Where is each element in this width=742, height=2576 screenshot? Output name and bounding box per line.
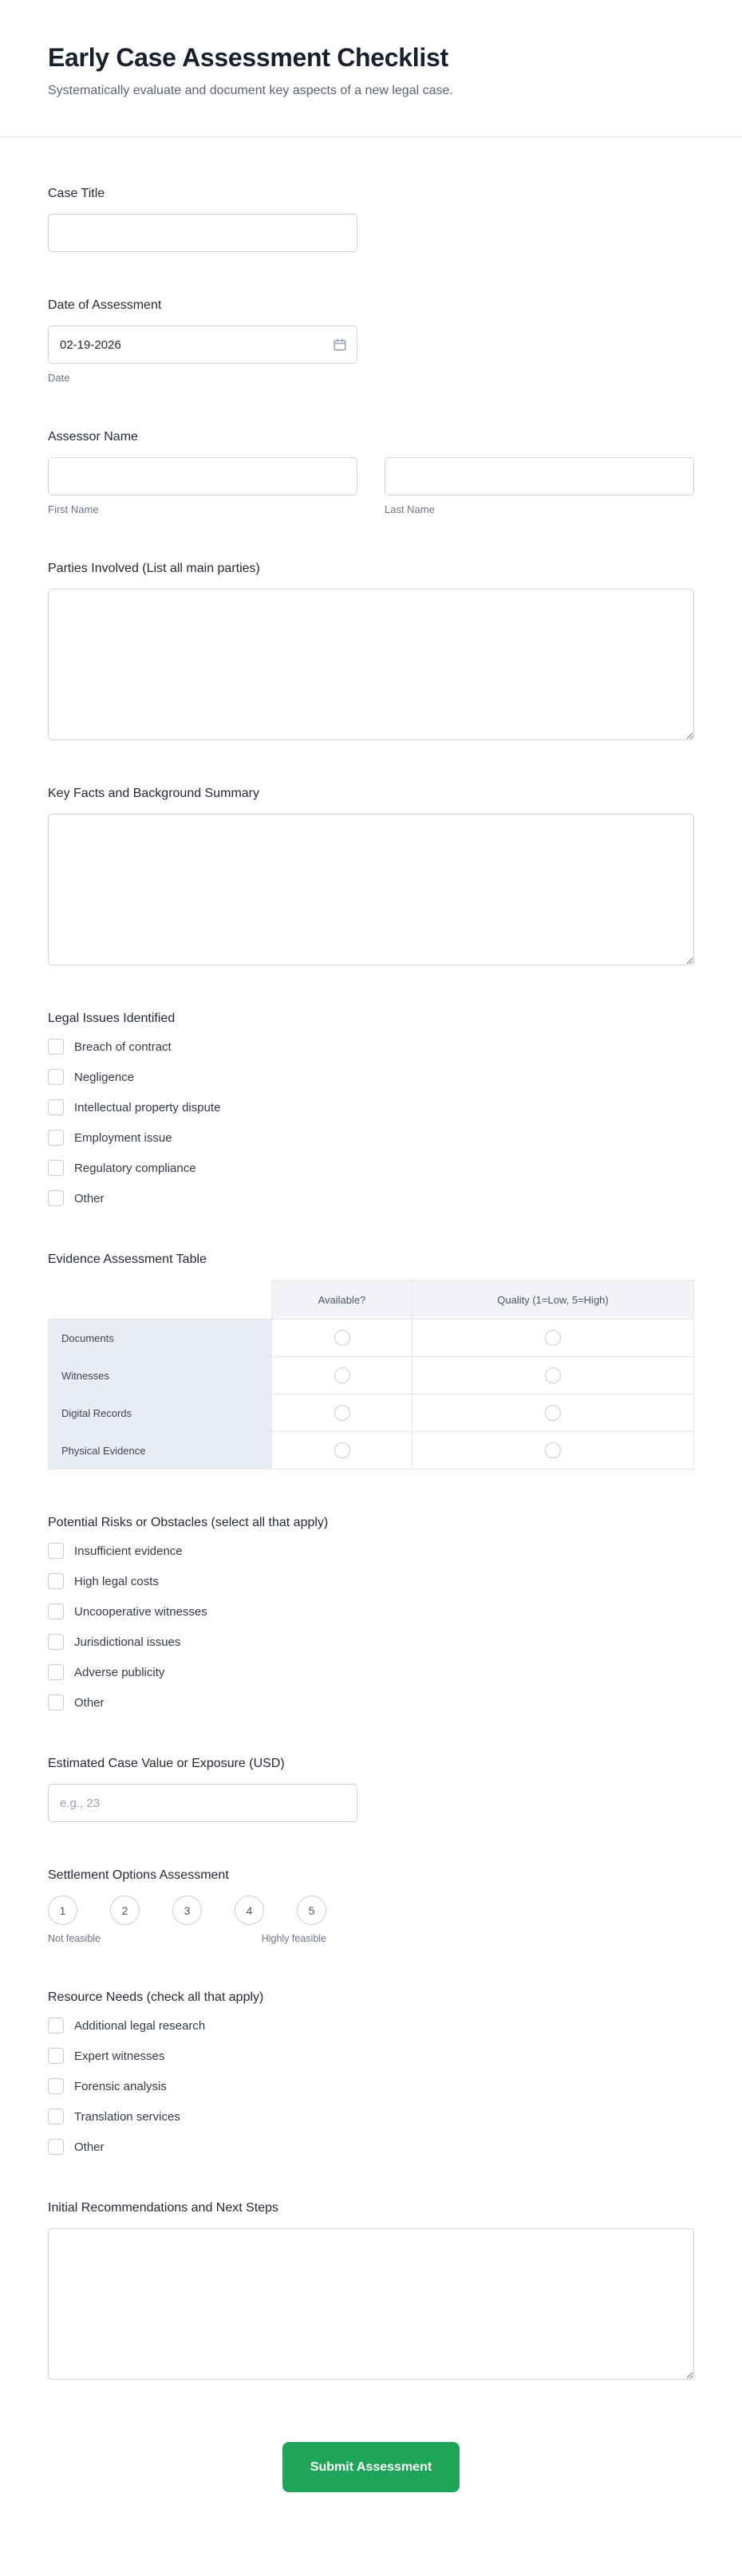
table-column-quality: Quality (1=Low, 5=High) <box>412 1280 694 1320</box>
checkbox-label: Other <box>74 1191 105 1205</box>
table-row <box>49 1432 694 1469</box>
legal-issues-label: Legal Issues Identified <box>48 1012 176 1025</box>
checkbox-option-row[interactable] <box>48 2139 694 2155</box>
recommendations-label: Initial Recommendations and Next Steps <box>48 2201 279 2215</box>
checkbox[interactable] <box>48 1130 64 1146</box>
last-name-input[interactable] <box>385 457 694 495</box>
checkbox-label: Breach of contract <box>74 1039 172 1054</box>
available-radio[interactable] <box>334 1330 350 1346</box>
resource-needs-options <box>48 2018 694 2155</box>
risks-options <box>48 1543 694 1710</box>
checkbox-label: Adverse publicity <box>74 1665 165 1679</box>
checkbox-option-row[interactable] <box>48 1543 694 1559</box>
key-facts-label: Key Facts and Background Summary <box>48 787 260 800</box>
case-title-input[interactable] <box>48 214 357 252</box>
quality-radio[interactable] <box>545 1405 561 1421</box>
date-label: Date of Assessment <box>48 298 162 312</box>
field-date-of-assessment <box>48 298 694 384</box>
scale-option[interactable]: 1 <box>48 1896 77 1925</box>
field-settlement <box>48 1868 694 1944</box>
form-header <box>48 0 694 98</box>
checkbox-label: High legal costs <box>74 1574 159 1588</box>
checkbox-label: Regulatory compliance <box>74 1161 196 1175</box>
table-row-label: Witnesses <box>49 1357 272 1395</box>
available-radio[interactable] <box>334 1367 350 1383</box>
calendar-icon[interactable] <box>333 337 347 352</box>
case-title-label: Case Title <box>48 187 105 200</box>
checkbox[interactable] <box>48 1694 64 1710</box>
date-sublabel: Date <box>48 372 70 384</box>
field-case-title <box>48 187 694 252</box>
scale-min-label: Not feasible <box>48 1933 101 1944</box>
checkbox[interactable] <box>48 1634 64 1650</box>
checkbox-label: Forensic analysis <box>74 2079 167 2093</box>
checkbox-label: Expert witnesses <box>74 2049 165 2063</box>
checkbox-option-row[interactable] <box>48 2048 694 2064</box>
scale-max-label: Highly feasible <box>261 1933 326 1944</box>
checkbox-label: Negligence <box>74 1070 135 1084</box>
quality-radio[interactable] <box>545 1367 561 1383</box>
quality-radio-cell <box>412 1320 694 1357</box>
field-resource-needs <box>48 1990 694 2155</box>
available-radio-cell <box>272 1357 412 1395</box>
first-name-input[interactable] <box>48 457 357 495</box>
checkbox[interactable] <box>48 1099 64 1115</box>
last-name-col <box>385 457 694 515</box>
first-name-col <box>48 457 357 515</box>
last-name-sublabel: Last Name <box>385 503 435 515</box>
table-corner-cell <box>49 1280 272 1320</box>
available-radio[interactable] <box>334 1405 350 1421</box>
field-evidence-table <box>48 1252 694 1469</box>
table-row <box>49 1357 694 1395</box>
checkbox-option-row[interactable] <box>48 2078 694 2094</box>
checkbox-option-row[interactable] <box>48 1130 694 1146</box>
checkbox[interactable] <box>48 1160 64 1176</box>
table-column-available: Available? <box>272 1280 412 1320</box>
submit-row <box>48 2442 694 2533</box>
settlement-label: Settlement Options Assessment <box>48 1868 229 1882</box>
parties-involved-textarea[interactable] <box>48 589 694 740</box>
table-row-label: Physical Evidence <box>49 1432 272 1469</box>
scale-option[interactable]: 2 <box>110 1896 140 1925</box>
checkbox[interactable] <box>48 1573 64 1589</box>
case-value-input[interactable] <box>48 1784 357 1822</box>
scale-option[interactable]: 3 <box>172 1896 202 1925</box>
checkbox-option-row[interactable] <box>48 1190 694 1206</box>
settlement-scale <box>48 1896 694 1925</box>
checkbox[interactable] <box>48 1604 64 1619</box>
date-input-wrap <box>48 325 357 364</box>
quality-radio[interactable] <box>545 1442 561 1458</box>
checkbox-label: Other <box>74 2140 105 2154</box>
scale-option[interactable]: 4 <box>235 1896 264 1925</box>
checkbox-label: Employment issue <box>74 1130 172 1145</box>
checkbox-label: Jurisdictional issues <box>74 1635 181 1649</box>
checkbox-label: Insufficient evidence <box>74 1544 183 1558</box>
checkbox[interactable] <box>48 1069 64 1085</box>
checkbox-option-row[interactable] <box>48 1099 694 1115</box>
table-row <box>49 1320 694 1357</box>
field-recommendations <box>48 2201 694 2380</box>
checkbox-option-row[interactable] <box>48 1694 694 1710</box>
legal-issues-options <box>48 1039 694 1206</box>
available-radio[interactable] <box>334 1442 350 1458</box>
quality-radio-cell <box>412 1357 694 1395</box>
parties-involved-label: Parties Involved (List all main parties) <box>48 562 260 575</box>
checkbox[interactable] <box>48 1664 64 1680</box>
recommendations-textarea[interactable] <box>48 2228 694 2380</box>
table-row-label: Documents <box>49 1320 272 1357</box>
checkbox-label: Other <box>74 1695 105 1710</box>
evidence-table <box>48 1280 694 1469</box>
field-key-facts <box>48 787 694 965</box>
field-parties-involved <box>48 562 694 740</box>
checkbox[interactable] <box>48 2048 64 2064</box>
field-legal-issues <box>48 1012 694 1206</box>
page-subtitle: Systematically evaluate and document key aspects of a new legal case. <box>48 84 453 97</box>
first-name-sublabel: First Name <box>48 503 99 515</box>
available-radio-cell <box>272 1432 412 1469</box>
quality-radio-cell <box>412 1395 694 1432</box>
checkbox[interactable] <box>48 2139 64 2155</box>
case-value-label: Estimated Case Value or Exposure (USD) <box>48 1757 285 1770</box>
table-row <box>49 1395 694 1432</box>
checkbox[interactable] <box>48 1543 64 1559</box>
scale-option[interactable]: 5 <box>297 1896 326 1925</box>
risks-label: Potential Risks or Obstacles (select all that apply) <box>48 1516 329 1529</box>
assessor-name-inputs <box>48 457 694 515</box>
resource-needs-label: Resource Needs (check all that apply) <box>48 1990 264 2004</box>
checkbox-option-row[interactable] <box>48 2018 694 2034</box>
checkbox-option-row[interactable] <box>48 1039 694 1055</box>
checkbox-option-row[interactable] <box>48 1634 694 1650</box>
available-radio-cell <box>272 1320 412 1357</box>
field-assessor-name <box>48 430 694 515</box>
evidence-table-label: Evidence Assessment Table <box>48 1252 207 1266</box>
checkbox[interactable] <box>48 1039 64 1055</box>
checkbox-option-row[interactable] <box>48 1573 694 1589</box>
page-title: Early Case Assessment Checklist <box>48 43 448 72</box>
checkbox-option-row[interactable] <box>48 1604 694 1619</box>
table-header-row <box>49 1280 694 1320</box>
checkbox[interactable] <box>48 2018 64 2034</box>
checkbox-option-row[interactable] <box>48 2109 694 2124</box>
table-row-label: Digital Records <box>49 1395 272 1432</box>
field-risks <box>48 1516 694 1710</box>
checkbox-option-row[interactable] <box>48 1160 694 1176</box>
checkbox[interactable] <box>48 1190 64 1206</box>
date-input[interactable] <box>48 325 357 364</box>
checkbox-label: Uncooperative witnesses <box>74 1604 207 1619</box>
assessor-name-label: Assessor Name <box>48 430 138 444</box>
checkbox-option-row[interactable] <box>48 1664 694 1680</box>
available-radio-cell <box>272 1395 412 1432</box>
checkbox[interactable] <box>48 2109 64 2124</box>
submit-button[interactable]: Submit Assessment <box>282 2442 460 2492</box>
checkbox-option-row[interactable] <box>48 1069 694 1085</box>
form-fields <box>48 137 694 2533</box>
checkbox[interactable] <box>48 2078 64 2094</box>
field-case-value <box>48 1757 694 1822</box>
checkbox-label: Additional legal research <box>74 2018 206 2033</box>
quality-radio-cell <box>412 1432 694 1469</box>
settlement-scale-labels <box>48 1933 326 1944</box>
checkbox-label: Intellectual property dispute <box>74 1100 221 1114</box>
quality-radio[interactable] <box>545 1330 561 1346</box>
key-facts-textarea[interactable] <box>48 814 694 965</box>
checkbox-label: Translation services <box>74 2109 180 2124</box>
